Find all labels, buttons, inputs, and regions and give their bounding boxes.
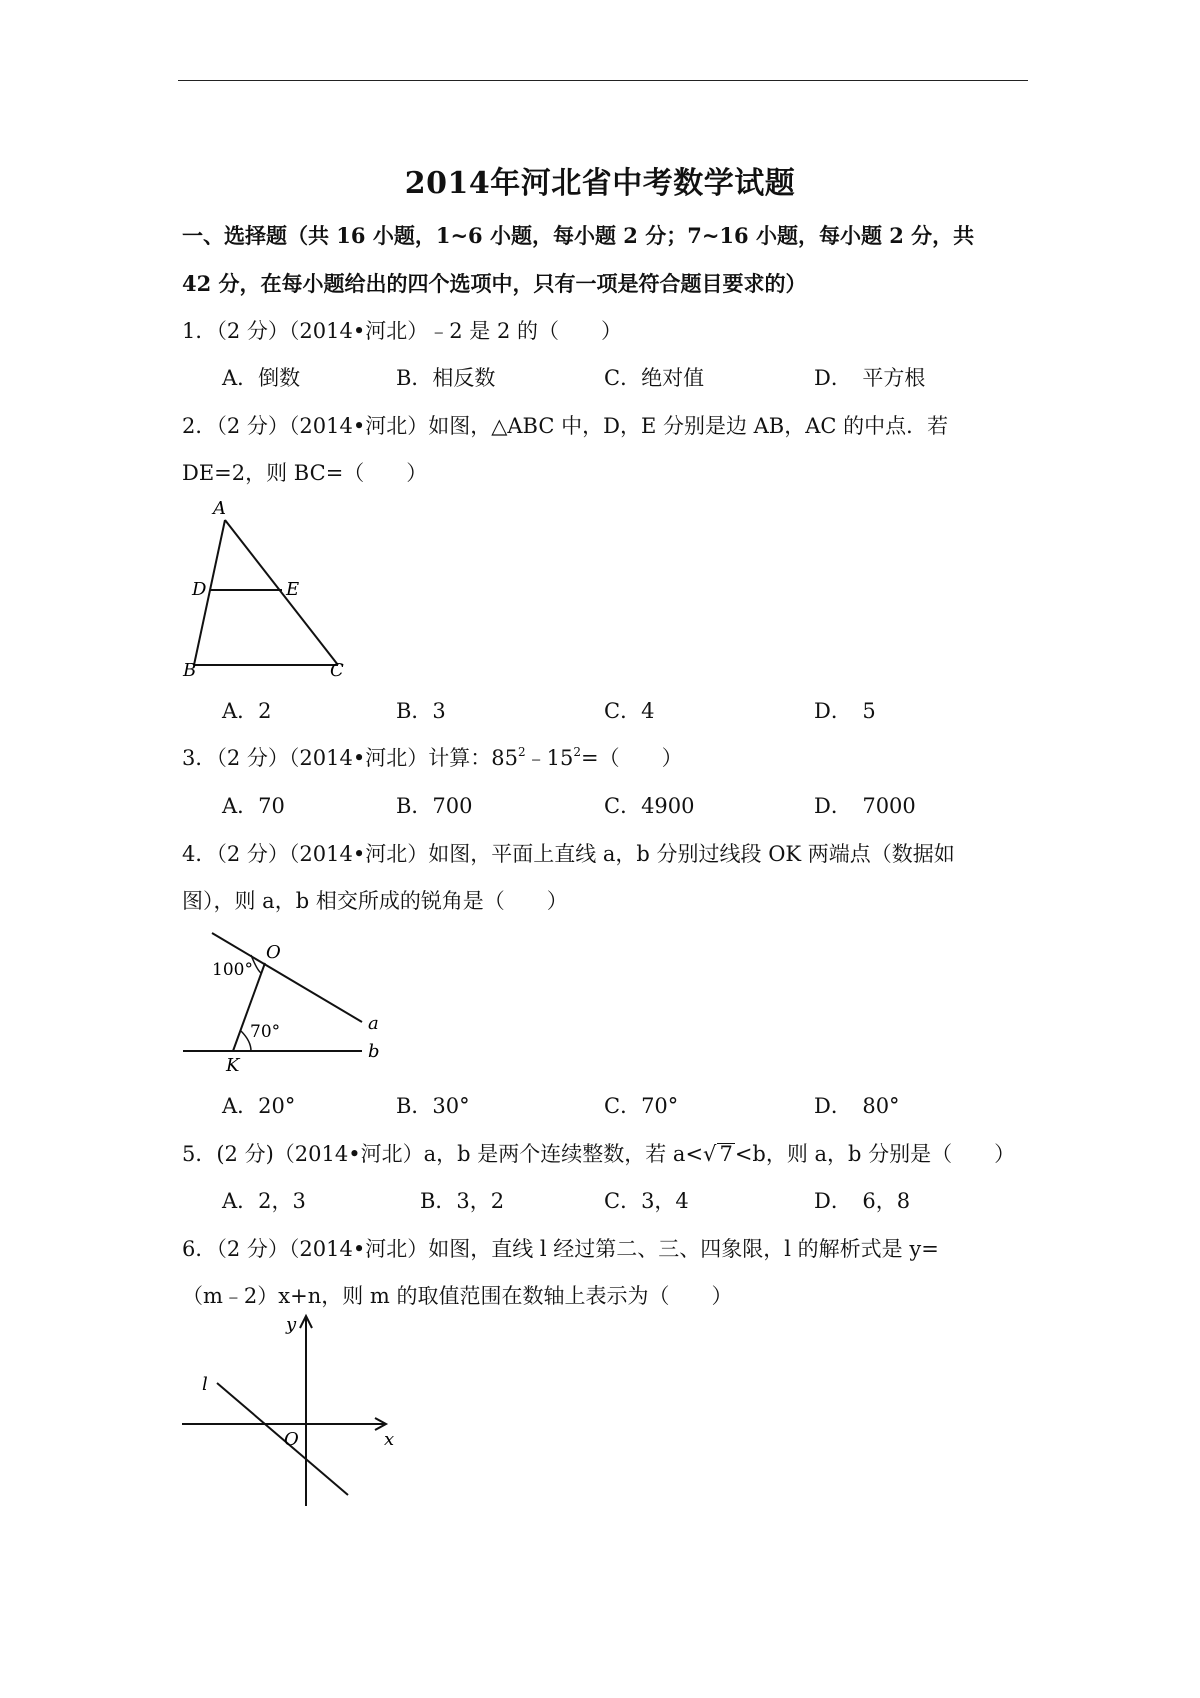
q5-option-d: D． 6，8 (814, 1189, 911, 1213)
label-e: E (286, 579, 300, 600)
q5-suffix: <b，则 a，b 分别是（ ） (734, 1142, 1016, 1166)
q4-option-a: A．20° (222, 1094, 296, 1118)
question-5 (182, 1138, 1015, 1168)
q1-option-a: A．倒数 (222, 366, 301, 390)
triangle-figure (180, 498, 360, 683)
q5-option-b: B．3，2 (420, 1189, 505, 1213)
header-rule (178, 80, 1028, 81)
question-1: 1．（2 分）（2014•河北）﹣2 是 2 的（ ） (182, 319, 622, 343)
question-4-line1: 4．（2 分）（2014•河北）如图，平面上直线 a，b 分别过线段 OK 两端点（数据如 (182, 842, 955, 866)
label-a: A (213, 498, 226, 519)
sqrt-sign: √ (703, 1142, 717, 1166)
side-ac (225, 520, 338, 665)
q3-exponent-1: 2 (517, 745, 526, 759)
q3-prefix: 3．（2 分）（2014•河北）计算：85 (182, 746, 518, 770)
angle-label-100: 100° (212, 960, 253, 980)
lines-angle-figure (180, 925, 390, 1075)
page-title: 2014年河北省中考数学试题 (404, 166, 796, 201)
q3-option-d: D． 7000 (814, 794, 916, 818)
label-line-l: l (202, 1374, 208, 1395)
q4-option-c: C．70° (604, 1094, 679, 1118)
q5-option-a: A．2，3 (222, 1189, 306, 1213)
label-origin: O (284, 1429, 299, 1450)
q1-option-d: D． 平方根 (814, 366, 926, 390)
q5-option-c: C．3，4 (604, 1189, 689, 1213)
angle-label-70: 70° (250, 1022, 281, 1042)
question-4-line2: 图），则 a，b 相交所成的锐角是（ ） (182, 889, 568, 913)
q1-option-c: C．绝对值 (604, 366, 705, 390)
q5-prefix: 5．(2 分)（2014•河北）a，b 是两个连续整数，若 a< (182, 1142, 704, 1166)
label-y: y (286, 1314, 297, 1335)
label-line-b: b (368, 1041, 380, 1062)
question-2-line2: DE=2，则 BC=（ ） (182, 461, 428, 485)
q2-option-a: A．2 (222, 699, 272, 723)
question-6-line2: （m﹣2）x+n，则 m 的取值范围在数轴上表示为（ ） (182, 1284, 733, 1308)
section-heading-line2: 42 分，在每小题给出的四个选项中，只有一项是符合题目要求的） (182, 271, 807, 296)
label-line-a: a (368, 1013, 379, 1034)
q3-suffix: =（ ） (580, 746, 683, 770)
q3-option-b: B．700 (396, 794, 473, 818)
label-d: D (192, 579, 207, 600)
q1-option-b: B．相反数 (396, 366, 496, 390)
q5-radicand: 7 (719, 1142, 733, 1166)
section-heading-line1: 一、选择题（共 16 小题，1~6 小题，每小题 2 分；7~16 小题，每小题 2 分，共 (182, 223, 975, 248)
label-k: K (226, 1055, 240, 1076)
label-o: O (266, 942, 281, 963)
label-x: x (384, 1429, 395, 1450)
q4-option-d: D． 80° (814, 1094, 900, 1118)
q3-option-a: A．70 (222, 794, 285, 818)
q3-middle: ﹣15 (525, 746, 574, 770)
q2-option-d: D． 5 (814, 699, 876, 723)
question-6-line1: 6．（2 分）（2014•河北）如图，直线 l 经过第二、三、四象限，l 的解析式是 y= (182, 1237, 939, 1261)
question-3 (182, 742, 683, 772)
q4-option-b: B．30° (396, 1094, 470, 1118)
question-2-line1: 2．（2 分）（2014•河北）如图，△ABC 中，D，E 分别是边 AB，AC 的中点．若 (182, 414, 949, 438)
q2-option-b: B．3 (396, 699, 446, 723)
line-l (217, 1383, 348, 1495)
q2-option-c: C．4 (604, 699, 655, 723)
q3-option-c: C．4900 (604, 794, 695, 818)
label-b: B (183, 660, 197, 681)
coordinate-figure (180, 1310, 400, 1510)
q3-exponent-2: 2 (573, 745, 581, 759)
label-c: C (330, 660, 344, 681)
